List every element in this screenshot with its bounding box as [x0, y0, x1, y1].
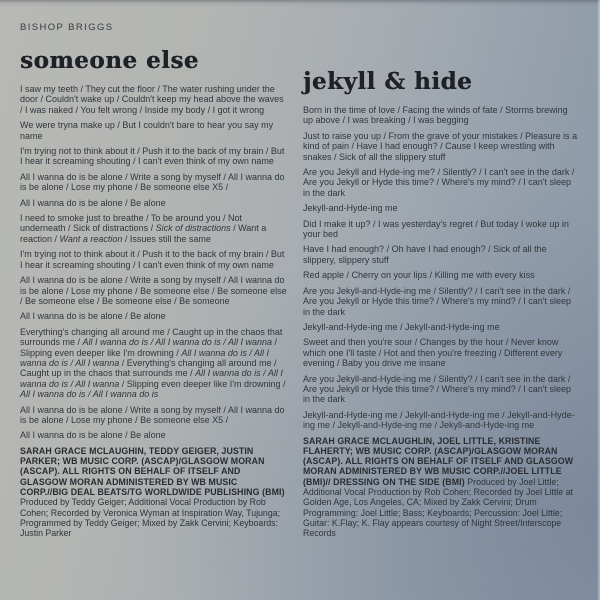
- song-column-someone-else: [20, 22, 287, 538]
- lyric-segment: Produced by Teddy Geiger; Additional Vocal Production by Rob Cohen; Recorded by Veronica Wyman at Inspiration Way, Tujunga; Programmed by Teddy Geiger; Mixed by Zakk Cervini; Keyboards: Justin Parker: [20, 497, 281, 539]
- lyric-stanza: [20, 84, 287, 115]
- lyric-segment: All I wanna do is / All I wanna do is / All I wanna: [20, 347, 270, 368]
- lyric-stanza: [303, 219, 578, 240]
- song-title-someone-else: someone else: [20, 47, 199, 74]
- lyric-segment: All I wanna do is be alone / Be alone: [20, 430, 166, 441]
- song-column-jekyll-and-hide: [303, 70, 578, 539]
- lyric-stanza: [20, 430, 287, 440]
- lyric-segment: All I wanna do is be alone / Write a song by myself / All I wanna do is be alone / Lose my phone / Be someone else X5 /: [20, 404, 285, 425]
- lyric-segment: I saw my teeth / They cut the floor / The water rushing under the door / Couldn't wake up / Couldn't keep my head above the waves / I was naked / You felt wrong / Inside my body / I got it wrong: [20, 84, 284, 115]
- lyric-stanza: [303, 337, 578, 368]
- lyric-segment: All I wanna do is / All I wanna do is / All I wanna: [20, 368, 283, 389]
- lyric-segment: I'm trying not to think about it / Push it to the back of my brain / But I hear it screaming shouting / I can't even think of my own name: [20, 249, 285, 270]
- lyric-stanza: [20, 146, 287, 167]
- lyric-stanza: [20, 198, 287, 208]
- lyric-segment: I'm trying not to think about it / Push it to the back of my brain / But I hear it screaming shouting / I can't even think of my own name: [20, 146, 285, 167]
- lyric-segment: We were tryna make up / But I couldn't bare to hear you say my name: [20, 120, 274, 141]
- lyric-stanza: [303, 286, 578, 317]
- lyric-segment: Jekyll-and-Hyde-ing me: [303, 203, 398, 214]
- lyric-stanza: [20, 213, 287, 244]
- stanza-list: [20, 84, 287, 441]
- lyric-stanza: [20, 120, 287, 141]
- lyric-stanza: [303, 105, 578, 126]
- lyric-segment: Red apple / Cherry on your lips / Killing me with every kiss: [303, 270, 535, 281]
- stanza-list: [303, 105, 578, 431]
- lyric-segment: Jekyll-and-Hyde-ing me / Jekyll-and-Hyde-ing me: [303, 321, 500, 332]
- lyric-segment: Did I make it up? / I was yesterday's regret / But today I woke up in your bed: [303, 218, 569, 240]
- song-credits: [20, 446, 287, 539]
- lyric-segment: Born in the time of love / Facing the winds of fate / Storms brewing up above / I was breaking / I was begging: [303, 105, 568, 126]
- lyric-segment: / Everything's changing all around me / Caught up in the chaos that surrounds me /: [20, 357, 277, 379]
- lyric-segment: All I wanna do is / All I wanna do is / All I wanna: [82, 337, 272, 348]
- lyric-stanza: [20, 249, 287, 270]
- lyric-segment: SARAH GRACE MCLAUGHLIN, JOEL LITTLE, KRISTINE FLAHERTY; WB MUSIC CORP. (ASCAP)/GLASGOW MORAN (ASCAP). ALL RIGHTS ON BEHALF OF ITSELF AND GLASGOW MORAN ADMINISTERED BY WB MUSIC CORP.//JOEL LITTLE (BMI)// DRESSING ON THE SIDE (BMI): [303, 435, 574, 487]
- lyric-stanza: [303, 203, 578, 213]
- lyric-segment: Are you Jekyll-and-Hyde-ing me / Silently? / I can't see in the dark / Are you Jekyll or Hyde this time? / Where's my mind? / I can't sleep in the dark: [303, 285, 572, 317]
- lyric-segment: / Slipping even deeper like I'm drowning /: [20, 337, 277, 358]
- lyric-stanza: [20, 327, 287, 400]
- lyric-segment: Are you Jekyll and Hyde-ing me? / Silently? / I can't see in the dark / Are you Jekyll or Hyde this time? / Where's my mind? / I can't sleep in the dark: [303, 167, 575, 198]
- lyric-segment: Sweet and then you're sour / Changes by the hour / Never know which one I'll taste / Hot and then you're freezing / Different every evening / Baby you drive me insane: [303, 337, 563, 369]
- lyric-stanza: [303, 410, 578, 431]
- lyric-segment: Just to raise you up / From the grave of your mistakes / Pleasure is a kind of pain / Have I had enough? / Cause I keep wrestling with snakes / Sick of all the slippery stuff: [303, 130, 578, 162]
- song-title-jekyll-and-hide: jekyll & hide: [303, 68, 473, 95]
- lyric-segment: Are you Jekyll-and-Hyde-ing me / Silently? / I can't see in the dark / Are you Jekyll or Hyde this time? / Where's my mind? / I can't sleep in the dark: [303, 373, 572, 405]
- lyric-segment: All I wanna do is be alone / Write a song by myself / All I wanna do is be alone / Lose my phone / Be someone else X5 /: [20, 171, 285, 193]
- lyric-stanza: [303, 374, 578, 405]
- lyric-segment: Sick of distractions: [155, 223, 231, 234]
- lyric-stanza: [20, 172, 287, 193]
- lyric-segment: All I wanna do is be alone / Write a song by myself / All I wanna do is be alone / Lose my phone / Be someone else / Be someone else / Be someone else / Be someone else / Be someone: [20, 275, 287, 306]
- lyric-stanza: [303, 131, 578, 162]
- lyric-segment: All I wanna do is be alone / Be alone: [20, 197, 166, 208]
- lyric-segment: Want a reaction: [59, 233, 123, 244]
- lyric-segment: / Want a reaction /: [20, 223, 267, 244]
- lyric-stanza: [303, 244, 578, 265]
- lyric-segment: Everything's changing all around me / Caught up in the chaos that surrounds me /: [20, 326, 283, 348]
- song-credits: [303, 436, 578, 539]
- lyric-segment: I need to smoke just to breathe / To be around you / Not underneath / Sick of distractions /: [20, 213, 242, 234]
- lyric-segment: SARAH GRACE MCLAUGHIN, TEDDY GEIGER, JUSTIN PARKER; WB MUSIC CORP. (ASCAP)/GLASGOW MORAN (ASCAP). ALL RIGHTS ON BEHALF OF ITSELF AND GLASGOW MORAN ADMINISTERED BY WB MUSIC CORP.//BIG DEAL BEATS/TG WORLDWIDE PUBLISHING (BMI): [20, 445, 285, 497]
- lyric-stanza: [20, 275, 287, 306]
- lyric-segment: / Issues still the same: [122, 233, 211, 244]
- artist-name: BISHOP BRIGGS: [20, 22, 114, 33]
- lyric-segment: Have I had enough? / Oh have I had enough? / Sick of all the slippery, slippery stuff: [303, 244, 547, 265]
- lyric-stanza: [20, 405, 287, 426]
- lyric-segment: / Slipping even deeper like I'm drowning /: [119, 378, 286, 389]
- lyric-segment: All I wanna do is / All I wanna do is: [20, 389, 159, 400]
- lyric-segment: Jekyll-and-Hyde-ing me / Jekyll-and-Hyde-ing me / Jekyll-and-Hyde-ing me / Jekyll-and-Hyde-ing me / Jekyll-and-Hyde-ing me: [303, 409, 575, 431]
- lyric-segment: Produced by Joel Little; Additional Vocal Production by Rob Cohen; Recorded by Joel Little at Golden Age, Los Angeles, CA; Mixed by Zakk Cervini; Drum Programming: Joel Little; Bass; Keyboards; Percussion: Joel Little; Guitar: K.Flay; K. Flay appears courtesy of Night Street/Interscope Records: [303, 476, 573, 539]
- lyric-stanza: [303, 322, 578, 332]
- lyric-segment: All I wanna do is be alone / Be alone: [20, 311, 166, 322]
- lyric-stanza: [303, 167, 578, 198]
- lyric-stanza: [20, 311, 287, 321]
- lyric-stanza: [303, 270, 578, 280]
